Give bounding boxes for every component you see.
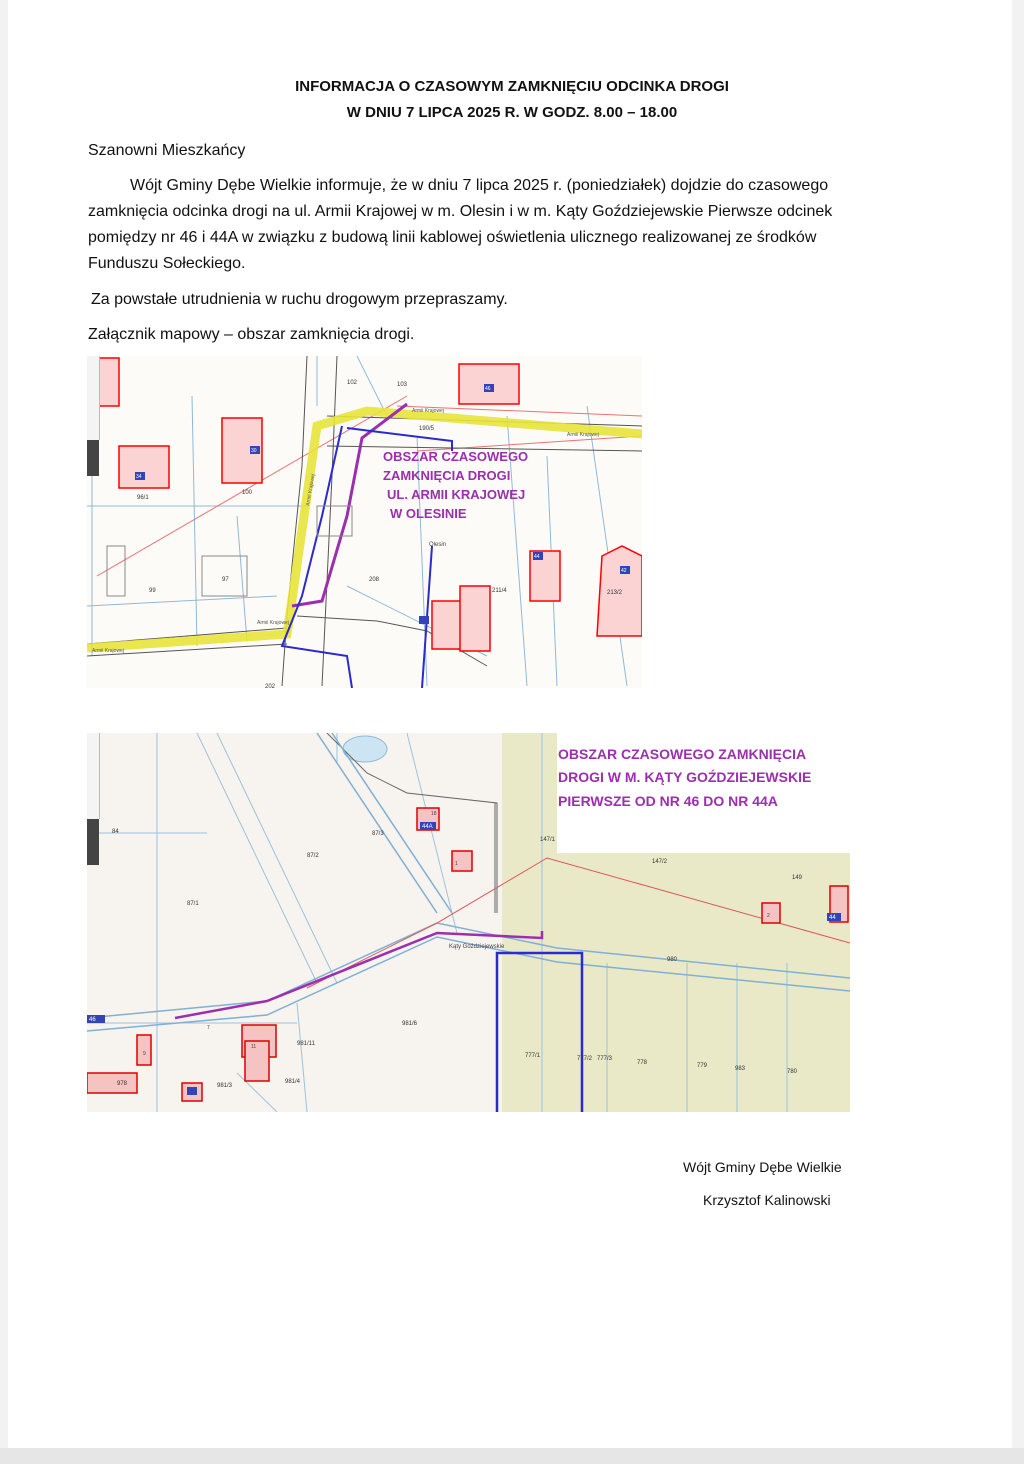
apology-text: Za powstałe utrudnienia w ruchu drogowym przepraszamy. bbox=[91, 291, 508, 308]
svg-text:Armii Krajowej: Armii Krajowej bbox=[257, 620, 289, 626]
svg-text:9: 9 bbox=[143, 1051, 146, 1057]
svg-text:87/1: 87/1 bbox=[187, 901, 199, 907]
parcel-label: 213/2 bbox=[607, 590, 623, 596]
svg-text:777/2: 777/2 bbox=[577, 1056, 593, 1062]
svg-text:981/4: 981/4 bbox=[285, 1079, 301, 1085]
parcel-label: 190/5 bbox=[419, 426, 435, 432]
svg-text:Armii Krajowej: Armii Krajowej bbox=[92, 648, 124, 654]
zoom-control[interactable] bbox=[87, 733, 100, 819]
svg-text:11: 11 bbox=[251, 1044, 257, 1050]
parcel-label: 208 bbox=[369, 577, 380, 583]
greeting: Szanowni Mieszkańcy bbox=[88, 142, 246, 159]
attachment-label: Załącznik mapowy – obszar zamknięcia drogi. bbox=[88, 326, 415, 343]
document-title-line1: INFORMACJA O CZASOWYM ZAMKNIĘCIU ODCINKA DROGI bbox=[295, 78, 729, 95]
svg-text:779: 779 bbox=[697, 1063, 708, 1069]
signature-office: Wójt Gminy Dębe Wielkie bbox=[683, 1159, 842, 1175]
map2-overlay-line3: PIERWSZE OD NR 46 DO NR 44A bbox=[558, 793, 778, 809]
map2-overlay-line1: OBSZAR CZASOWEGO ZAMKNIĘCIA bbox=[558, 746, 807, 762]
svg-text:46: 46 bbox=[89, 1017, 96, 1023]
svg-text:87/2: 87/2 bbox=[307, 853, 319, 859]
svg-text:44A: 44A bbox=[422, 824, 433, 830]
svg-text:983: 983 bbox=[735, 1066, 746, 1072]
map-olesin bbox=[87, 356, 642, 688]
svg-text:149: 149 bbox=[792, 875, 803, 881]
document-title-line2: W DNIU 7 LIPCA 2025 R. W GODZ. 8.00 – 18.00 bbox=[346, 104, 678, 121]
body-line-3: pomiędzy nr 46 i 44A w związku z budową linii kablowej oświetlenia ulicznego realizowanej ze środków bbox=[88, 229, 817, 246]
svg-text:Armii Krajowej: Armii Krajowej bbox=[412, 408, 444, 414]
map1-overlay-line1: OBSZAR CZASOWEGO bbox=[383, 449, 529, 464]
parcel-label: 202 bbox=[265, 684, 276, 688]
parcel-label: 99 bbox=[149, 588, 156, 594]
svg-text:981/11: 981/11 bbox=[297, 1041, 315, 1047]
map1-overlay-line4: W OLESINIE bbox=[390, 506, 467, 521]
map1-overlay-line3: UL. ARMII KRAJOWEJ bbox=[387, 487, 526, 502]
svg-text:Armii Krajowej: Armii Krajowej bbox=[305, 473, 317, 507]
parcel-label: 211/4 bbox=[492, 588, 507, 594]
road-label-katy: Kąty Goździejewskie bbox=[449, 944, 505, 950]
zoom-control[interactable] bbox=[87, 356, 100, 440]
parcel-label: 100 bbox=[242, 490, 253, 496]
body-line-2: zamknięcia odcinka drogi na ul. Armii Krajowej w m. Olesin i w m. Kąty Goździejewskie Pierwsze odcinek bbox=[88, 203, 833, 220]
svg-text:34: 34 bbox=[136, 474, 142, 480]
svg-text:980: 980 bbox=[667, 957, 678, 963]
svg-text:147/1: 147/1 bbox=[540, 837, 556, 843]
svg-text:778: 778 bbox=[637, 1060, 648, 1066]
svg-text:147/2: 147/2 bbox=[652, 859, 668, 865]
parcel-label: 97 bbox=[222, 577, 229, 583]
svg-text:84: 84 bbox=[112, 829, 119, 835]
svg-text:44: 44 bbox=[534, 554, 540, 560]
parcel-label: 103 bbox=[397, 382, 408, 388]
viewer-bottom-edge bbox=[0, 1448, 1024, 1464]
svg-text:46: 46 bbox=[485, 386, 491, 392]
map-katy-gozdziejewskie bbox=[87, 733, 850, 1112]
body-line-4: Funduszu Sołeckiego. bbox=[88, 255, 246, 272]
layers-tab[interactable] bbox=[87, 819, 99, 865]
svg-text:44: 44 bbox=[829, 915, 836, 921]
svg-text:18: 18 bbox=[431, 811, 437, 817]
svg-text:777/1: 777/1 bbox=[525, 1053, 541, 1059]
svg-text:777/3: 777/3 bbox=[597, 1056, 613, 1062]
svg-text:42: 42 bbox=[621, 568, 627, 574]
svg-text:780: 780 bbox=[787, 1069, 798, 1075]
svg-text:2: 2 bbox=[767, 913, 770, 919]
svg-text:Armii Krajowej: Armii Krajowej bbox=[567, 432, 599, 438]
svg-text:87/3: 87/3 bbox=[372, 831, 384, 837]
svg-text:30: 30 bbox=[251, 448, 257, 454]
svg-text:981/3: 981/3 bbox=[217, 1083, 233, 1089]
signature-name: Krzysztof Kalinowski bbox=[703, 1192, 831, 1208]
body-line-1: Wójt Gminy Dębe Wielkie informuje, że w dniu 7 lipca 2025 r. (poniedziałek) dojdzie do czasowego bbox=[130, 177, 829, 194]
svg-text:981/6: 981/6 bbox=[402, 1021, 418, 1027]
map2-overlay-line2: DROGI W M. KĄTY GOŹDZIEJEWSKIE bbox=[558, 769, 812, 785]
parcel-label: 102 bbox=[347, 380, 358, 386]
svg-text:7: 7 bbox=[207, 1025, 210, 1031]
svg-text:978: 978 bbox=[117, 1081, 128, 1087]
layers-tab[interactable] bbox=[87, 440, 99, 476]
place-label-olesin: Olesin bbox=[429, 542, 447, 548]
parcel-label: 96/1 bbox=[137, 495, 149, 501]
map1-overlay-line2: ZAMKNIĘCIA DROGI bbox=[383, 468, 511, 483]
svg-text:1: 1 bbox=[455, 861, 458, 867]
